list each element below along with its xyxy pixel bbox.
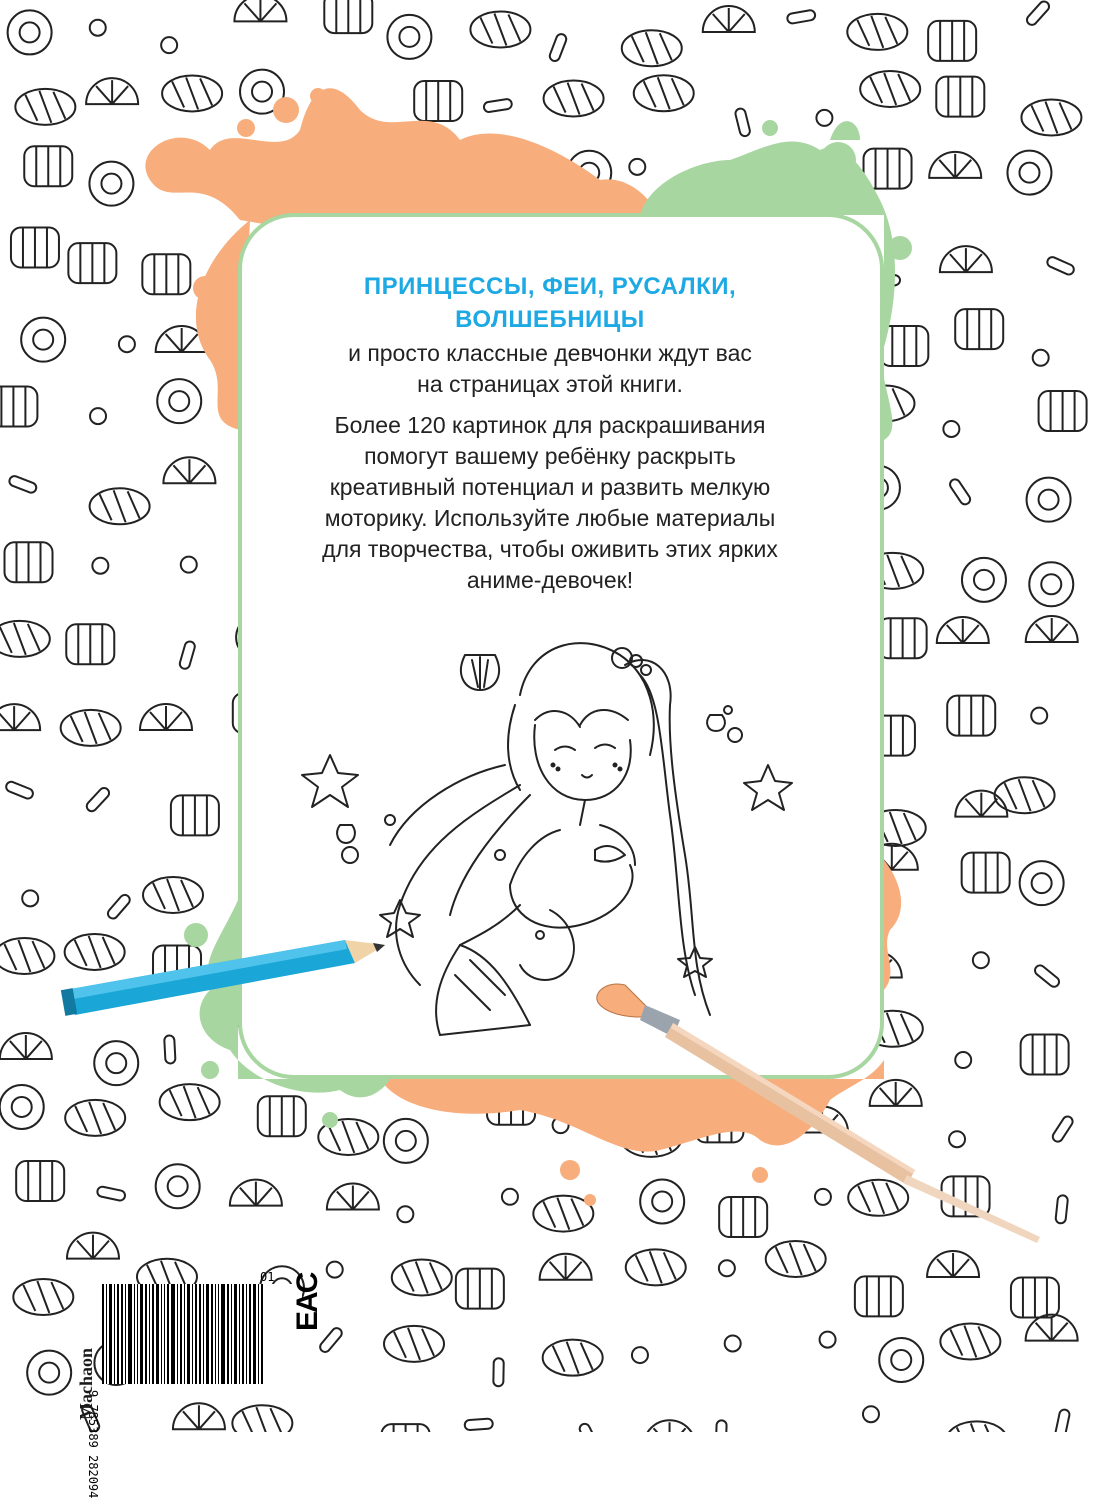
barcode-digits: 9 785389 282094 — [86, 1390, 100, 1498]
subline — [0, 338, 1100, 400]
description-line-6: аниме-девочек! — [466, 567, 634, 593]
subline-line-1: и просто классные девчонки ждут вас — [348, 340, 752, 366]
description-line-1: Более 120 картинок для раскрашивания — [334, 412, 766, 438]
barcode — [102, 1284, 302, 1384]
eac-certification-mark: EAC — [291, 1273, 324, 1331]
description-line-4: моторику. Используйте любые материалы — [324, 505, 776, 531]
description-line-2: помогут вашему ребёнку раскрыть — [364, 443, 736, 469]
pencil-illustration — [55, 935, 395, 1035]
headline — [0, 270, 1100, 336]
subline-line-2: на страницах этой книги. — [417, 371, 683, 397]
headline-line-2: ВОЛШЕБНИЦЫ — [455, 306, 645, 333]
description-line-5: для творчества, чтобы оживить этих ярких — [322, 536, 778, 562]
description-line-3: креативный потенциал и развить мелкую — [329, 474, 771, 500]
paint-brush-illustration — [585, 975, 1055, 1245]
description-text — [0, 410, 1100, 596]
publisher-logo: Machaon — [76, 1348, 96, 1420]
headline-line-1: ПРИНЦЕССЫ, ФЕИ, РУСАЛКИ, — [363, 273, 737, 300]
barcode-suffix: 01 — [260, 1270, 275, 1284]
